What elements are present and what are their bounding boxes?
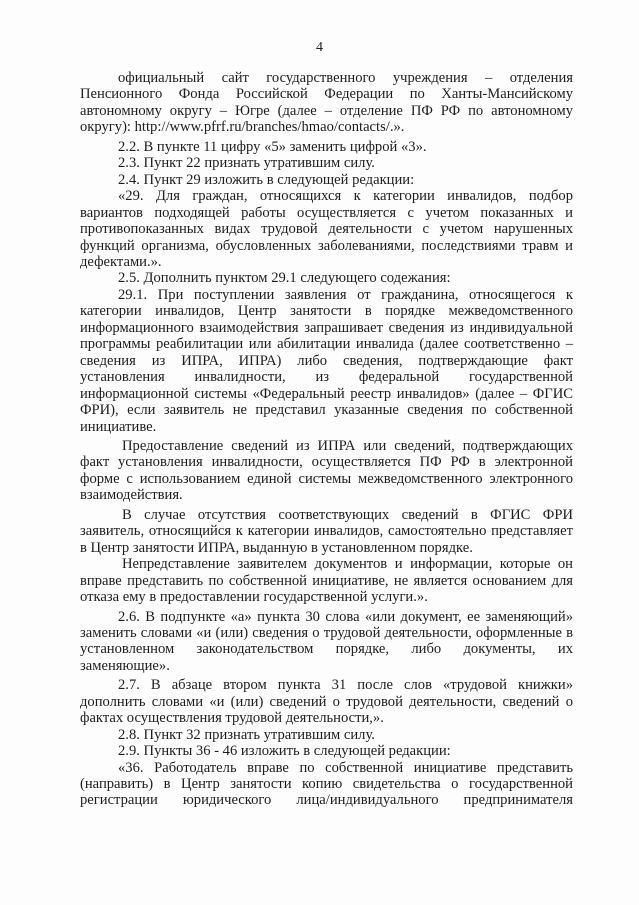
paragraph-2-2: 2.2. В пункте 11 цифру «5» заменить цифрой «3».: [118, 138, 427, 155]
paragraph-ipra-provision: Предоставление сведений из ИПРА или сведений, подтверждающих факт установления инвалидности, осуществляется ПФ РФ в электронной форме с использованием единой системы межведомственного электронного взаимодействия.: [80, 437, 573, 504]
paragraph-no-frgis-data: В случае отсутствия соответствующих сведений в ФГИС ФРИ заявитель, относящийся к категории инвалидов, самостоятельно представляет в Центр занятости ИПРА, выданную в установленном порядке.: [80, 506, 573, 556]
paragraph-2-8: 2.8. Пункт 32 признать утратившим силу.: [118, 726, 375, 743]
paragraph-36: «36. Работодатель вправе по собственной инициативе представить (направить) в Центр занятости копию свидетельства о государственной регистрации юридического лица/индивидуального предпринимателя: [80, 759, 573, 809]
paragraph-2-7: 2.7. В абзаце втором пункта 31 после слов «трудовой книжки» дополнить словами «и (или) сведений о трудовой деятельности, сведений о фактах осуществления трудовой деятельности,».: [80, 677, 573, 727]
page-number: 4: [316, 40, 323, 55]
paragraph-non-submission: Непредставление заявителем документов и информации, которые он вправе представить по собственной инициативе, не является основанием для отказа ему в предоставлении государственной услуги.».: [80, 556, 573, 606]
document-body: [80, 70, 573, 809]
paragraph-29: «29. Для граждан, относящихся к категории инвалидов, подбор вариантов подходящей работы осуществляется с учетом показанных и противопоказанных видах трудовой деятельности с учетом нарушенных функций организма, обусловленных заболеваниями, последствиями травм и дефектами.».: [80, 188, 573, 270]
paragraph-2-5: 2.5. Дополнить пунктом 29.1 следующего содежания:: [118, 270, 451, 287]
paragraph-2-3: 2.3. Пункт 22 признать утратившим силу.: [118, 155, 375, 172]
paragraph-2-9: 2.9. Пункты 36 - 46 изложить в следующей редакции:: [118, 743, 451, 760]
paragraph-2-6: 2.6. В подпункте «а» пункта 30 слова «или документ, ее заменяющий» заменить словами «и (или) сведения о трудовой деятельности, оформленные в установленном законодательством порядке, либо документы, их заменяющие».: [80, 608, 573, 674]
paragraph-2-4: 2.4. Пункт 29 изложить в следующей редакции:: [118, 171, 415, 188]
paragraph-address: официальный сайт государственного учреждения – отделения Пенсионного Фонда Российской Федерации по Ханты-Мансийскому автономному округу – Югре (далее – отделение ПФ РФ по автономному округу): http://www.pfrf.ru/branches/hmao/contacts/.».: [80, 70, 573, 136]
paragraph-29-1: 29.1. При поступлении заявления от гражданина, относящегося к категории инвалидов, Центр занятости в порядке межведомственного информационного взаимодействия запрашивает сведения из индивидуальной программы реабилитации или абилитации инвалида (далее соответственно – сведения из ИПРА, ИПРА) либо сведения, подтверждающие факт установления инвалидности, из федеральной государственной информационной системы «Федеральный реестр инвалидов» (далее – ФГИС ФРИ), если заявитель не представил указанные сведения по собственной инициативе.: [80, 286, 573, 435]
